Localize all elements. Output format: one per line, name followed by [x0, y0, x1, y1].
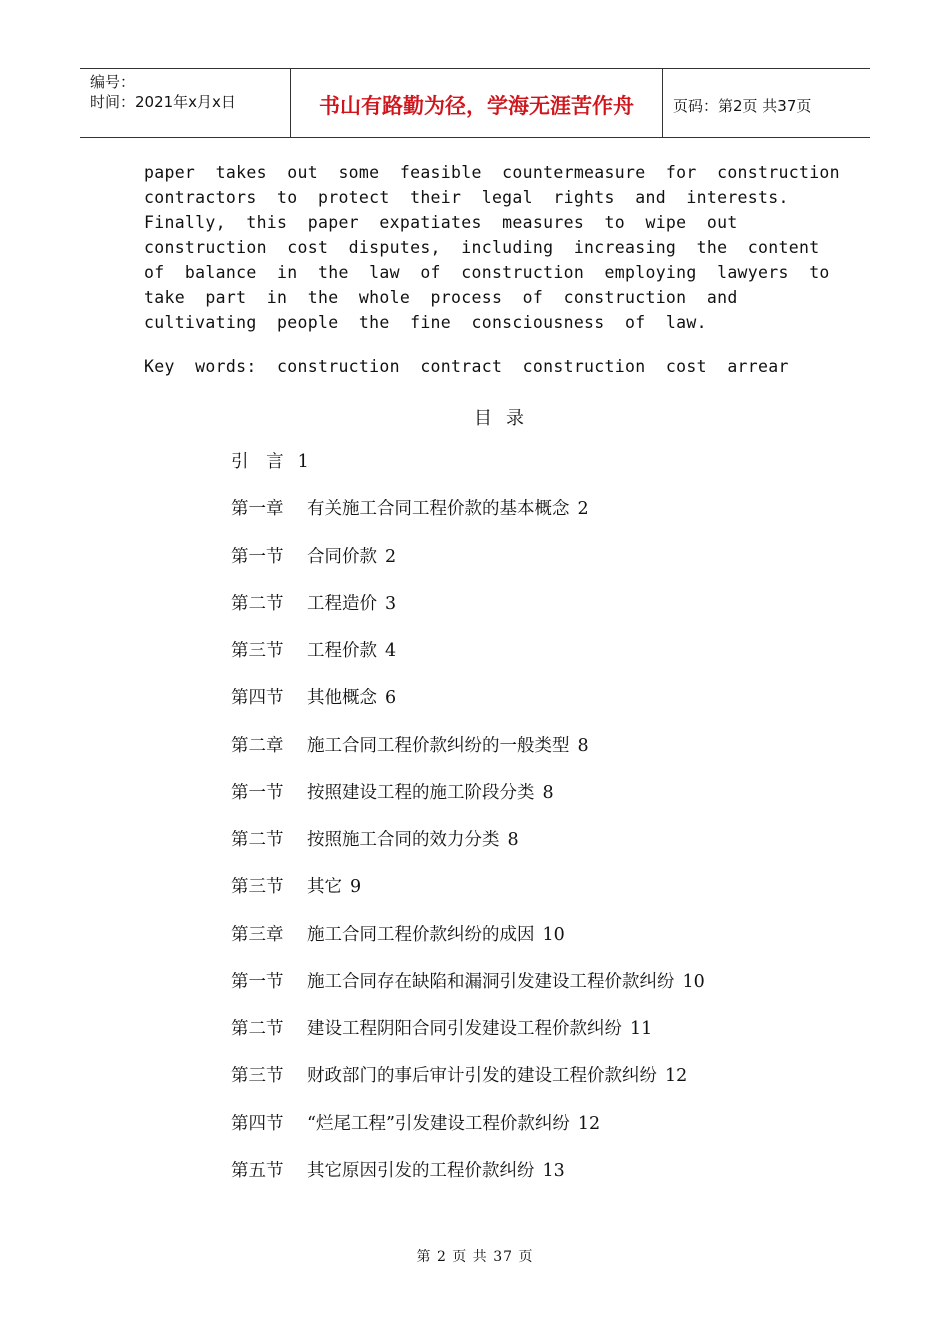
- document-number-label: 编号：: [90, 73, 136, 91]
- toc-entry-page: 4: [385, 641, 397, 661]
- document-time-label: 时间：2021年x月x日: [90, 93, 236, 111]
- toc-entry-page: 12: [577, 1113, 601, 1134]
- toc-entry-label: 第三节: [231, 877, 284, 898]
- abstract-line: Finally, this paper expatiates measures to wipe out: [144, 213, 738, 232]
- toc-entry-label: 第三节: [231, 1066, 284, 1087]
- toc-entry-title: 有关施工合同工程价款的基本概念: [307, 499, 570, 520]
- toc-entry-title: 施工合同存在缺陷和漏洞引发建设工程价款纠纷: [307, 971, 675, 992]
- toc-entry-label: 引 言: [231, 452, 290, 472]
- toc-entry-title: 按照建设工程的施工阶段分类: [307, 782, 535, 803]
- toc-entry-label: 第一节: [231, 546, 284, 567]
- toc-entry-title: 工程价款: [307, 641, 377, 661]
- toc-entry-title: 其它: [307, 877, 342, 898]
- toc-entry-title: “烂尾工程”引发建设工程价款纠纷: [307, 1113, 570, 1134]
- toc-entry-page: 13: [542, 1160, 565, 1181]
- abstract-line: paper takes out some feasible countermeasure for construction: [144, 163, 840, 182]
- toc-entry-label: 第三节: [231, 641, 284, 661]
- toc-entry-label: 第二节: [231, 593, 284, 614]
- toc-entry[interactable]: [231, 1064, 705, 1111]
- toc-entry-title: 工程造价: [307, 593, 377, 614]
- toc-entry-page: 1: [297, 452, 309, 472]
- toc-entry-label: 第四节: [231, 1113, 284, 1134]
- toc-entry-page: 2: [385, 546, 397, 567]
- abstract-line: cultivating people the fine consciousness of law.: [144, 313, 707, 332]
- toc-entry-page: 11: [630, 1019, 653, 1039]
- abstract-line: construction cost disputes, including increasing the content: [144, 238, 820, 257]
- toc-entry[interactable]: [231, 639, 705, 686]
- toc-entry-page: 8: [577, 735, 589, 756]
- header-motto: 书山有路勤为径，学海无涯苦作舟: [291, 69, 663, 137]
- toc-entry-page: 10: [682, 971, 705, 992]
- toc-entry[interactable]: [231, 1159, 705, 1206]
- toc-entry[interactable]: [231, 970, 705, 1017]
- page-header: [80, 68, 870, 138]
- keywords-line: Key words: construction contract construction cost arrear: [144, 357, 789, 376]
- toc-entry-title: 建设工程阴阳合同引发建设工程价款纠纷: [307, 1019, 622, 1039]
- toc-entry-label: 第一章: [231, 499, 284, 520]
- toc-entry[interactable]: [231, 828, 705, 875]
- toc-title: 目录: [474, 408, 538, 429]
- toc-entry-label: 第五节: [231, 1160, 284, 1181]
- header-page-info: 页码：第2页 共37页: [673, 96, 812, 115]
- toc-entry-label: 第二节: [231, 1019, 284, 1039]
- toc-entry-label: 第三章: [231, 924, 284, 945]
- toc-entry-title: 其它原因引发的工程价款纠纷: [307, 1160, 535, 1181]
- toc-entry-page: 9: [350, 877, 362, 898]
- toc-entry-label: 第四节: [231, 688, 284, 709]
- toc-entry[interactable]: [231, 1112, 705, 1159]
- toc-entry[interactable]: [231, 592, 705, 639]
- toc-entry[interactable]: [231, 734, 705, 781]
- toc-entry[interactable]: [231, 781, 705, 828]
- toc-entry-page: 8: [507, 830, 519, 850]
- toc-entry-page: 10: [542, 924, 565, 945]
- toc-entry-title: 合同价款: [307, 546, 377, 567]
- toc-entry-label: 第一节: [231, 782, 284, 803]
- table-of-contents: [231, 450, 705, 1206]
- toc-entry-page: 6: [385, 688, 397, 709]
- toc-entry-title: 施工合同工程价款纠纷的一般类型: [307, 735, 570, 756]
- toc-entry[interactable]: [231, 450, 705, 497]
- abstract-text: [144, 160, 840, 335]
- header-meta: [80, 69, 291, 137]
- abstract-line: of balance in the law of construction employing lawyers to: [144, 263, 830, 282]
- toc-entry-title: 其他概念: [307, 688, 377, 709]
- toc-entry-label: 第二节: [231, 830, 284, 850]
- abstract-line: contractors to protect their legal rights and interests.: [144, 188, 789, 207]
- toc-entry-title: 按照施工合同的效力分类: [307, 830, 500, 850]
- toc-entry-page: 2: [577, 499, 589, 520]
- toc-entry-page: 3: [385, 593, 397, 614]
- page-footer: 第 2 页 共 37 页: [416, 1249, 534, 1265]
- abstract-line: take part in the whole process of construction and: [144, 288, 738, 307]
- toc-entry[interactable]: [231, 923, 705, 970]
- toc-entry-title: 财政部门的事后审计引发的建设工程价款纠纷: [307, 1066, 657, 1087]
- toc-entry-page: 8: [542, 782, 554, 803]
- toc-entry-title: 施工合同工程价款纠纷的成因: [307, 924, 535, 945]
- toc-entry[interactable]: [231, 875, 705, 922]
- toc-entry[interactable]: [231, 686, 705, 733]
- toc-entry[interactable]: [231, 1017, 705, 1064]
- toc-entry[interactable]: [231, 497, 705, 544]
- toc-entry-label: 第一节: [231, 971, 284, 992]
- toc-entry-page: 12: [665, 1066, 688, 1087]
- toc-entry[interactable]: [231, 545, 705, 592]
- toc-entry-label: 第二章: [231, 735, 284, 756]
